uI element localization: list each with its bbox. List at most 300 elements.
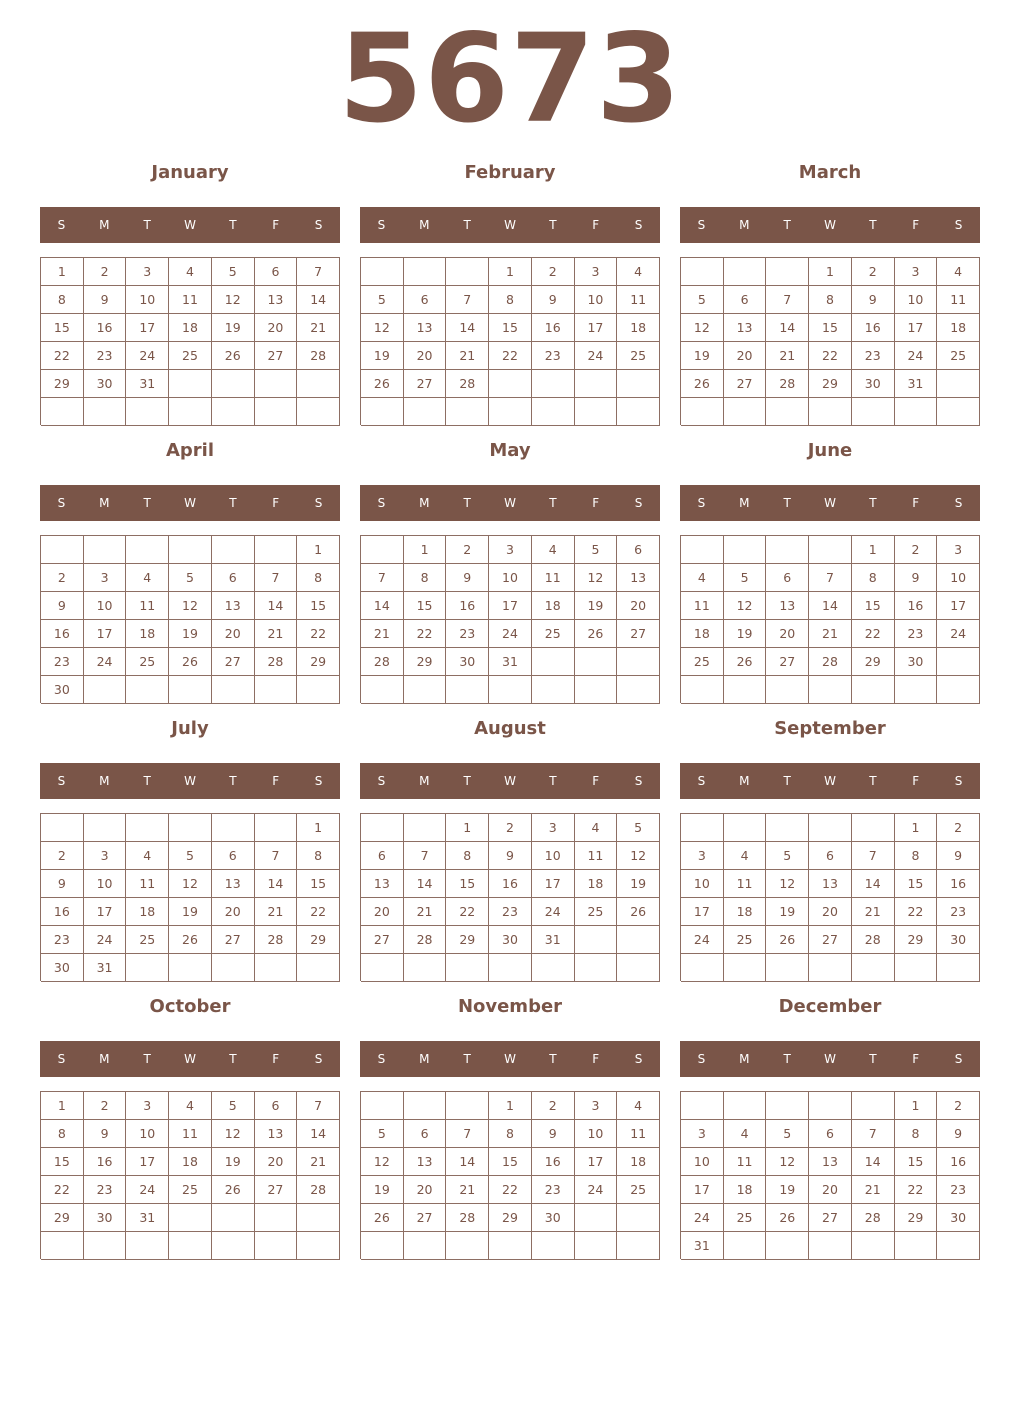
weekday-label: F [272,218,280,232]
day-cell: 23 [41,926,84,954]
weekday-label: S [954,496,963,510]
empty-day-cell [617,1204,660,1232]
day-cell: 23 [937,898,980,926]
day-cell: 19 [617,870,660,898]
empty-day-cell [766,954,809,982]
weekday-label: S [314,1052,323,1066]
day-grid [40,1091,340,1259]
weekday-label: S [697,218,706,232]
day-cell: 26 [617,898,660,926]
weekday-label: T [143,1052,151,1066]
empty-day-cell [404,954,447,982]
day-cell: 30 [937,1204,980,1232]
weekday-label: S [314,496,323,510]
empty-day-cell [297,1232,340,1260]
day-cell: 20 [617,592,660,620]
weekday-label: F [272,1052,280,1066]
day-grid [360,813,660,981]
day-cell: 27 [809,926,852,954]
day-cell: 18 [126,898,169,926]
empty-day-cell [126,398,169,426]
weekday-label: S [377,774,386,788]
day-cell: 29 [41,370,84,398]
weekday-label: S [57,496,66,510]
day-cell: 26 [361,1204,404,1232]
day-cell: 2 [446,536,489,564]
day-cell: 7 [255,564,298,592]
day-cell: 17 [895,314,938,342]
day-cell: 12 [766,1148,809,1176]
day-cell: 21 [255,898,298,926]
weekday-label: F [592,496,600,510]
weekday-label: T [463,496,471,510]
day-cell: 31 [84,954,127,982]
day-cell: 7 [297,1092,340,1120]
day-cell: 3 [681,842,724,870]
day-cell: 2 [895,536,938,564]
weekday-label: W [504,774,516,788]
day-cell: 22 [41,1176,84,1204]
day-cell: 7 [404,842,447,870]
day-cell: 14 [297,286,340,314]
day-cell: 20 [809,898,852,926]
empty-day-cell [681,954,724,982]
day-cell: 2 [41,564,84,592]
day-cell: 13 [809,870,852,898]
day-cell: 18 [617,314,660,342]
empty-day-cell [297,1204,340,1232]
day-cell: 10 [575,1120,618,1148]
weekday-label: W [824,496,836,510]
day-cell: 30 [41,676,84,704]
day-cell: 1 [895,1092,938,1120]
day-cell: 24 [575,342,618,370]
day-cell: 4 [532,536,575,564]
day-cell: 27 [255,342,298,370]
day-cell: 20 [766,620,809,648]
year-title: 5673 [338,8,682,150]
day-cell: 17 [84,620,127,648]
day-cell: 14 [446,314,489,342]
weekday-header [40,207,340,243]
day-grid [680,535,980,703]
day-cell: 15 [809,314,852,342]
empty-day-cell [724,814,767,842]
empty-day-cell [446,954,489,982]
day-cell: 10 [532,842,575,870]
weekday-label: W [504,218,516,232]
weekday-label: T [549,496,557,510]
day-cell: 21 [404,898,447,926]
day-grid [40,257,340,425]
day-cell: 14 [255,870,298,898]
empty-day-cell [617,926,660,954]
empty-day-cell [255,398,298,426]
day-cell: 12 [617,842,660,870]
empty-day-cell [681,1092,724,1120]
weekday-label: T [229,774,237,788]
day-grid [40,535,340,703]
day-cell: 18 [169,314,212,342]
day-cell: 30 [852,370,895,398]
day-cell: 17 [681,1176,724,1204]
weekday-label: F [912,1052,920,1066]
day-cell: 22 [809,342,852,370]
empty-day-cell [724,954,767,982]
day-cell: 7 [852,842,895,870]
weekday-label: T [463,218,471,232]
day-cell: 15 [297,870,340,898]
day-cell: 5 [212,1092,255,1120]
empty-day-cell [575,676,618,704]
empty-day-cell [212,1232,255,1260]
empty-day-cell [361,258,404,286]
day-cell: 19 [361,342,404,370]
weekday-label: T [229,1052,237,1066]
weekday-label: T [143,774,151,788]
day-cell: 29 [446,926,489,954]
day-cell: 9 [852,286,895,314]
day-cell: 25 [937,342,980,370]
day-cell: 23 [489,898,532,926]
month-title: August [474,718,546,739]
day-cell: 18 [126,620,169,648]
empty-day-cell [212,954,255,982]
weekday-label: T [783,774,791,788]
day-cell: 27 [809,1204,852,1232]
weekday-label: T [783,496,791,510]
day-cell: 21 [297,314,340,342]
empty-day-cell [446,1232,489,1260]
day-grid [360,1091,660,1259]
day-cell: 16 [489,870,532,898]
day-cell: 1 [809,258,852,286]
weekday-label: W [824,1052,836,1066]
day-cell: 16 [937,870,980,898]
weekday-header [40,763,340,799]
day-cell: 5 [766,1120,809,1148]
empty-day-cell [404,1092,447,1120]
empty-day-cell [84,536,127,564]
day-cell: 19 [212,314,255,342]
weekday-label: F [912,218,920,232]
empty-day-cell [766,814,809,842]
weekday-label: T [783,1052,791,1066]
day-cell: 5 [169,564,212,592]
month-title: October [149,996,231,1017]
day-cell: 1 [41,1092,84,1120]
day-cell: 3 [126,1092,169,1120]
day-cell: 3 [895,258,938,286]
empty-day-cell [446,258,489,286]
day-cell: 8 [41,1120,84,1148]
empty-day-cell [724,1092,767,1120]
day-cell: 13 [809,1148,852,1176]
day-cell: 30 [532,1204,575,1232]
empty-day-cell [297,954,340,982]
day-cell: 22 [895,1176,938,1204]
weekday-header [360,763,660,799]
day-cell: 12 [169,592,212,620]
empty-day-cell [724,398,767,426]
day-cell: 9 [41,870,84,898]
empty-day-cell [255,676,298,704]
day-cell: 14 [809,592,852,620]
weekday-label: M [739,218,750,232]
empty-day-cell [361,1232,404,1260]
day-cell: 21 [446,1176,489,1204]
day-cell: 19 [681,342,724,370]
weekday-label: W [824,218,836,232]
weekday-label: S [57,774,66,788]
weekday-label: S [697,774,706,788]
day-cell: 22 [489,342,532,370]
empty-day-cell [212,1204,255,1232]
day-cell: 18 [169,1148,212,1176]
weekday-label: S [954,1052,963,1066]
month-title: May [489,440,531,461]
weekday-label: T [229,496,237,510]
day-cell: 15 [404,592,447,620]
day-cell: 30 [489,926,532,954]
weekday-label: F [912,496,920,510]
weekday-label: S [314,218,323,232]
day-cell: 19 [575,592,618,620]
day-cell: 22 [489,1176,532,1204]
weekday-label: S [634,496,643,510]
day-cell: 25 [681,648,724,676]
day-cell: 16 [84,314,127,342]
empty-day-cell [532,954,575,982]
month-title: September [774,718,886,739]
empty-day-cell [255,954,298,982]
empty-day-cell [297,676,340,704]
empty-day-cell [575,926,618,954]
day-cell: 3 [84,564,127,592]
month-title: January [151,162,229,183]
empty-day-cell [361,536,404,564]
empty-day-cell [126,676,169,704]
empty-day-cell [41,1232,84,1260]
weekday-header [360,207,660,243]
weekday-label: S [634,218,643,232]
empty-day-cell [852,1092,895,1120]
day-cell: 7 [297,258,340,286]
empty-day-cell [766,536,809,564]
day-cell: 31 [895,370,938,398]
day-cell: 3 [575,258,618,286]
day-cell: 29 [404,648,447,676]
day-cell: 16 [446,592,489,620]
weekday-label: T [463,774,471,788]
day-cell: 12 [361,1148,404,1176]
day-cell: 16 [852,314,895,342]
day-cell: 17 [681,898,724,926]
day-cell: 11 [532,564,575,592]
day-cell: 17 [937,592,980,620]
day-cell: 1 [297,536,340,564]
day-grid [680,1091,980,1259]
day-cell: 31 [489,648,532,676]
day-cell: 19 [724,620,767,648]
day-cell: 18 [617,1148,660,1176]
weekday-label: M [419,496,430,510]
day-cell: 19 [766,898,809,926]
day-cell: 8 [41,286,84,314]
day-cell: 8 [852,564,895,592]
empty-day-cell [681,676,724,704]
weekday-label: W [504,1052,516,1066]
day-cell: 27 [361,926,404,954]
weekday-label: M [739,774,750,788]
weekday-label: M [419,774,430,788]
weekday-label: W [184,218,196,232]
empty-day-cell [41,814,84,842]
empty-day-cell [446,1092,489,1120]
day-cell: 12 [681,314,724,342]
weekday-label: S [954,774,963,788]
day-cell: 25 [724,926,767,954]
day-cell: 10 [895,286,938,314]
day-cell: 22 [404,620,447,648]
day-cell: 30 [84,1204,127,1232]
empty-day-cell [255,1204,298,1232]
day-cell: 19 [361,1176,404,1204]
weekday-label: T [143,496,151,510]
day-cell: 18 [532,592,575,620]
day-cell: 7 [766,286,809,314]
day-cell: 8 [297,564,340,592]
day-cell: 24 [895,342,938,370]
day-cell: 9 [532,286,575,314]
day-cell: 28 [361,648,404,676]
day-cell: 11 [724,870,767,898]
weekday-label: T [869,496,877,510]
weekday-label: M [99,496,110,510]
day-cell: 5 [617,814,660,842]
weekday-label: S [57,1052,66,1066]
empty-day-cell [169,676,212,704]
day-cell: 10 [126,286,169,314]
day-cell: 24 [532,898,575,926]
day-cell: 22 [895,898,938,926]
day-cell: 1 [895,814,938,842]
weekday-label: S [634,1052,643,1066]
day-cell: 24 [937,620,980,648]
day-cell: 16 [41,620,84,648]
day-cell: 16 [84,1148,127,1176]
weekday-label: S [57,218,66,232]
empty-day-cell [404,814,447,842]
weekday-label: M [99,218,110,232]
day-cell: 3 [126,258,169,286]
day-cell: 30 [84,370,127,398]
day-cell: 15 [41,314,84,342]
day-cell: 22 [852,620,895,648]
day-cell: 16 [532,1148,575,1176]
day-cell: 6 [404,1120,447,1148]
day-cell: 31 [126,1204,169,1232]
weekday-label: T [143,218,151,232]
empty-day-cell [446,676,489,704]
day-cell: 25 [532,620,575,648]
day-cell: 4 [617,1092,660,1120]
day-cell: 19 [169,898,212,926]
day-cell: 3 [681,1120,724,1148]
empty-day-cell [169,814,212,842]
day-cell: 14 [446,1148,489,1176]
day-cell: 9 [446,564,489,592]
weekday-label: T [463,1052,471,1066]
empty-day-cell [169,398,212,426]
day-cell: 4 [937,258,980,286]
day-cell: 26 [361,370,404,398]
empty-day-cell [809,398,852,426]
day-cell: 2 [852,258,895,286]
day-cell: 19 [766,1176,809,1204]
empty-day-cell [575,954,618,982]
day-cell: 22 [297,620,340,648]
day-cell: 11 [724,1148,767,1176]
empty-day-cell [809,954,852,982]
day-cell: 13 [255,1120,298,1148]
weekday-header [40,1041,340,1077]
day-cell: 24 [681,926,724,954]
day-cell: 21 [446,342,489,370]
day-grid [360,257,660,425]
day-cell: 23 [41,648,84,676]
empty-day-cell [809,814,852,842]
day-cell: 26 [212,1176,255,1204]
day-cell: 20 [255,1148,298,1176]
day-cell: 14 [852,1148,895,1176]
day-cell: 24 [84,926,127,954]
empty-day-cell [852,814,895,842]
day-cell: 17 [84,898,127,926]
day-cell: 11 [937,286,980,314]
day-cell: 29 [297,648,340,676]
empty-day-cell [361,954,404,982]
empty-day-cell [575,648,618,676]
day-cell: 27 [724,370,767,398]
day-cell: 20 [404,1176,447,1204]
day-cell: 20 [255,314,298,342]
weekday-label: F [912,774,920,788]
day-cell: 2 [84,1092,127,1120]
day-cell: 4 [169,258,212,286]
day-cell: 7 [361,564,404,592]
day-cell: 9 [937,1120,980,1148]
weekday-header [680,1041,980,1077]
day-cell: 29 [809,370,852,398]
empty-day-cell [575,398,618,426]
month-title: March [798,162,862,183]
empty-day-cell [41,536,84,564]
day-cell: 28 [297,1176,340,1204]
day-cell: 26 [212,342,255,370]
empty-day-cell [126,1232,169,1260]
empty-day-cell [297,398,340,426]
day-cell: 21 [297,1148,340,1176]
empty-day-cell [937,676,980,704]
empty-day-cell [255,370,298,398]
day-cell: 12 [724,592,767,620]
empty-day-cell [169,1204,212,1232]
empty-day-cell [852,398,895,426]
day-cell: 19 [169,620,212,648]
day-cell: 15 [446,870,489,898]
weekday-header [40,485,340,521]
